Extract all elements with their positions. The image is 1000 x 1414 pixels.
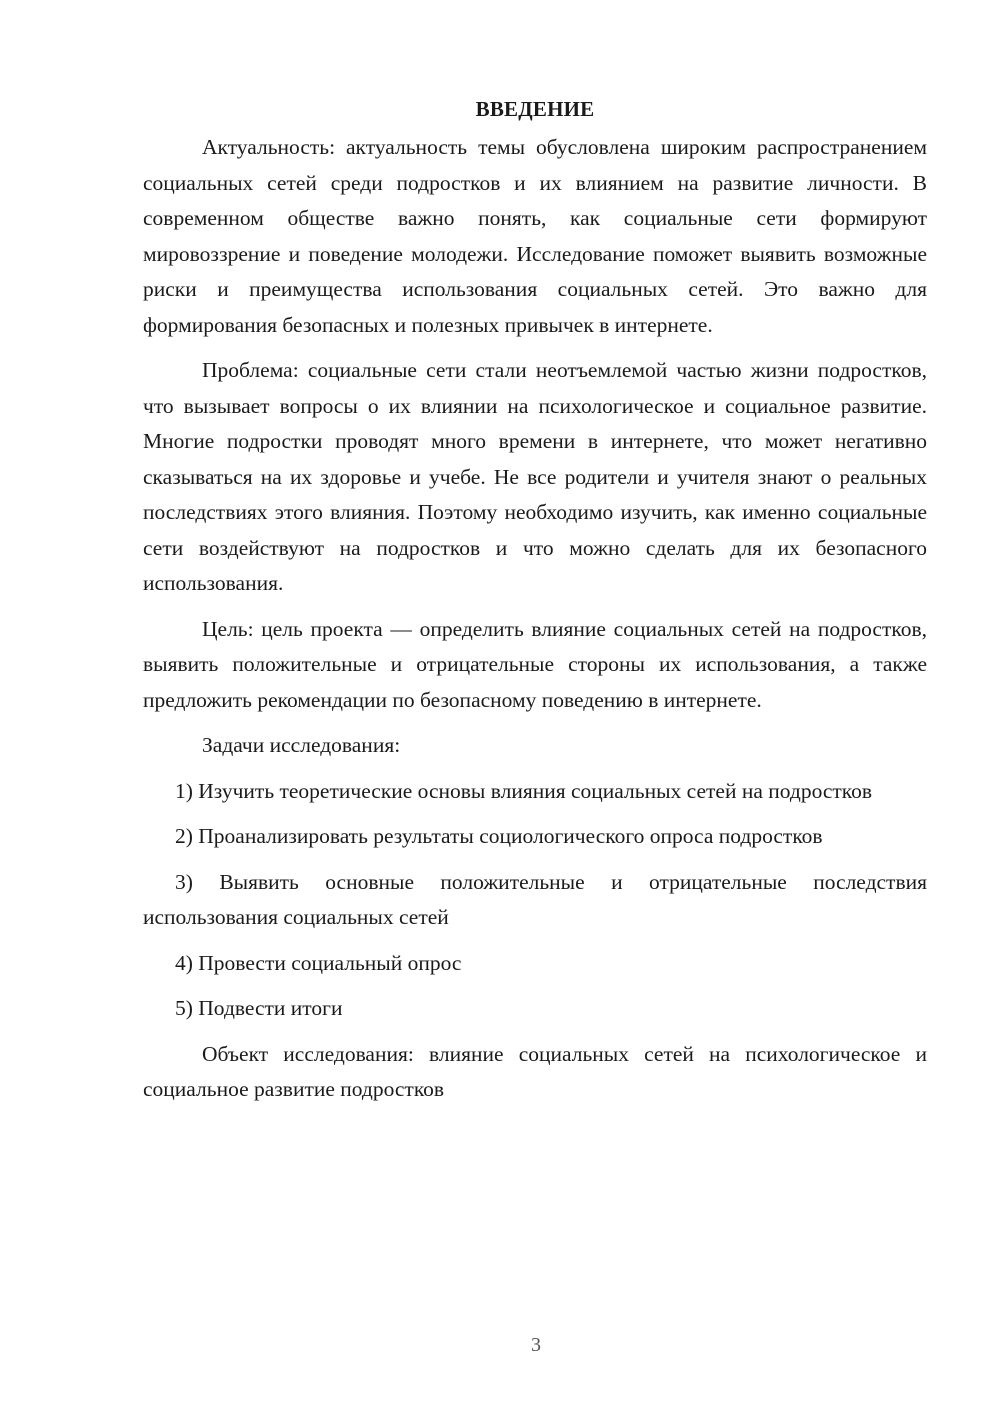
task-item-4: 4) Провести социальный опрос [175, 950, 462, 975]
document-page [143, 94, 927, 1108]
task-item-2: 2) Проанализировать результаты социологического опроса подростков [175, 824, 823, 848]
page-number: 3 [531, 1334, 541, 1356]
section-title: ВВЕДЕНИЕ [475, 97, 595, 121]
paragraph-problem: Проблема: социальные сети стали неотъемлемой частью жизни подростков, что вызывает вопросы о их влиянии на психологическое и социальное развитие. Многие подростки проводят много времени в интернете, что может негативно сказываться на их здоровье и учебе. Не все родители и учителя знают о реальных последствиях этого влияния. Поэтому необходимо изучить, как именно социальные сети воздействуют на подростков и что можно сделать для их безопасного использования. [143, 358, 927, 595]
paragraph-goal: Цель: цель проекта — определить влияние социальных сетей на подростков, выявить положительные и отрицательные стороны их использования, а также предложить рекомендации по безопасному поведению в интернете. [143, 616, 927, 712]
task-item-3: 3) Выявить основные положительные и отрицательные последствия использования социальных сетей [143, 869, 927, 929]
paragraph-relevance: Актуальность: актуальность темы обусловлена широким распространением социальных сетей среди подростков и их влиянием на развитие личности. В современном обществе важно понять, как социальные сети формируют мировоззрение и поведение молодежи. Исследование поможет выявить возможные риски и преимущества использования социальных сетей. Это важно для формирования безопасных и полезных привычек в интернете. [143, 135, 927, 337]
tasks-heading: Задачи исследования: [202, 733, 401, 757]
task-item-5: 5) Подвести итоги [175, 996, 343, 1020]
task-item-1: 1) Изучить теоретические основы влияния социальных сетей на подростков [175, 778, 873, 803]
paragraph-object: Объект исследования: влияние социальных сетей на психологическое и социальное развитие подростков [143, 1041, 927, 1101]
